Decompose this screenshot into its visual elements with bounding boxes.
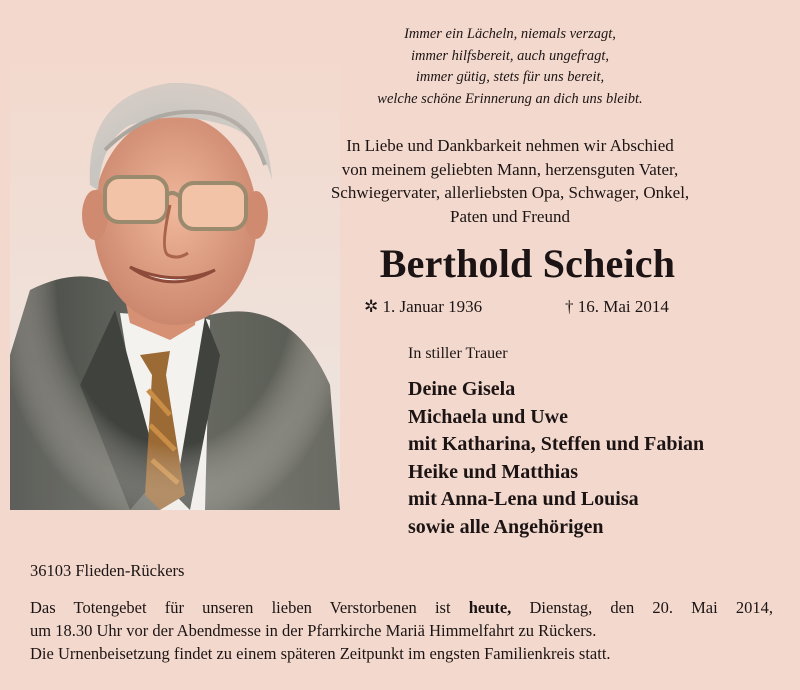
mourner-line: Michaela und Uwe xyxy=(408,405,568,428)
farewell-text xyxy=(300,134,720,228)
mourner-line: sowie alle Angehörigen xyxy=(408,515,604,538)
poem-line: welche schöne Erinnerung an dich uns bleibt. xyxy=(377,90,643,107)
notice-line-1 xyxy=(30,596,773,619)
farewell-line: In Liebe und Dankbarkeit nehmen wir Abschied xyxy=(346,136,674,155)
poem-line: immer hilfsbereit, auch ungefragt, xyxy=(410,47,609,64)
memorial-poem xyxy=(330,24,690,110)
mourning-intro: In stiller Trauer xyxy=(408,345,508,362)
notice-text: Dienstag, den 20. Mai 2014, xyxy=(511,598,773,617)
poem-line: immer gütig, stets für uns bereit, xyxy=(415,69,605,85)
address: 36103 Flieden-Rückers xyxy=(30,561,185,580)
mourner-line: Deine Gisela xyxy=(408,378,516,400)
farewell-line: von meinem geliebten Mann, herzensguten Vater, xyxy=(341,159,679,179)
notice-text: Das Totengebet für unseren lieben Verstorbenen ist xyxy=(30,598,469,617)
birth-date: ✲ 1. Januar 1936 xyxy=(364,297,483,316)
farewell-line: Schwiegervater, allerliebsten Opa, Schwager, Onkel, xyxy=(330,183,690,202)
death-date: † 16. Mai 2014 xyxy=(565,297,669,316)
mourners-list xyxy=(408,376,704,542)
farewell-line: Paten und Freund xyxy=(450,206,570,226)
notice-line-3: Die Urnenbeisetzung findet zu einem späteren Zeitpunkt im engsten Familienkreis statt. xyxy=(30,644,611,663)
poem-line: Immer ein Lächeln, niemals verzagt, xyxy=(404,26,616,42)
portrait-photo xyxy=(10,55,340,510)
notice-today: heute, xyxy=(468,598,512,617)
mourner-line: mit Anna-Lena und Louisa xyxy=(408,488,639,511)
deceased-name: Berthold Scheich xyxy=(379,241,676,286)
mourner-line: Heike und Matthias xyxy=(408,460,579,483)
funeral-notice xyxy=(30,596,773,665)
mourner-line: mit Katharina, Steffen und Fabian xyxy=(408,433,705,456)
notice-line-2: um 18.30 Uhr vor der Abendmesse in der Pfarrkirche Mariä Himmelfahrt zu Rückers. xyxy=(30,621,597,640)
